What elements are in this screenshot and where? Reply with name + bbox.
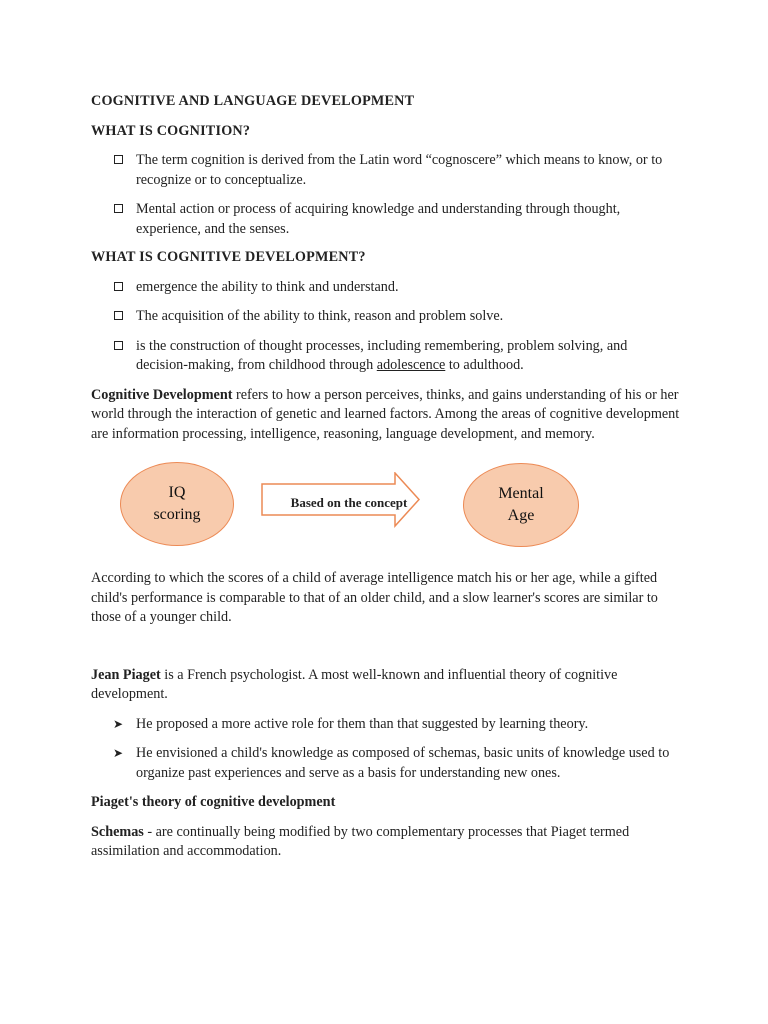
definition-paragraph: Cognitive Development refers to how a person perceives, thinks, and gains understanding of his or her world through the interaction of genetic and learned factors. Among the areas of cognitive development are information processing, intelligence, reasoning, language development, and memory. bbox=[91, 386, 680, 442]
piaget-name: Jean Piaget bbox=[91, 666, 161, 683]
schemas-paragraph: Schemas - are continually being modified by two complementary processes that Piaget termed assimilation and accommodation. bbox=[91, 823, 630, 859]
arrowhead-bullet-icon: ➤ bbox=[113, 746, 124, 760]
list-item: Mental action or process of acquiring knowledge and understanding through thought, experience, and the senses. bbox=[91, 200, 681, 239]
list-item: The term cognition is derived from the Latin word “cognoscere” which means to know, or to recognize or to conceptualize. bbox=[91, 151, 681, 190]
theory-heading: Piaget's theory of cognitive development bbox=[91, 794, 336, 810]
heading-what-is-cognitive-development: WHAT IS COGNITIVE DEVELOPMENT? bbox=[91, 249, 366, 265]
cognition-list bbox=[91, 151, 681, 239]
piaget-list bbox=[91, 715, 681, 784]
checkbox-bullet-icon bbox=[114, 155, 123, 164]
document-title: COGNITIVE AND LANGUAGE DEVELOPMENT bbox=[91, 93, 415, 109]
cognitive-development-list bbox=[91, 278, 681, 376]
arrow-label: Based on the concept bbox=[290, 495, 408, 510]
checkbox-bullet-icon bbox=[114, 311, 123, 320]
definition-term: Cognitive Development bbox=[91, 386, 233, 403]
schemas-term: Schemas bbox=[91, 823, 144, 840]
list-item: emergence the ability to think and understand. bbox=[91, 278, 681, 298]
mental-age-ellipse: Mental Age bbox=[463, 463, 579, 547]
iq-mental-age-diagram bbox=[91, 462, 681, 557]
piaget-paragraph: Jean Piaget is a French psychologist. A most well-known and influential theory of cognitive development. bbox=[91, 666, 618, 702]
list-item: ➤ He envisioned a child's knowledge as composed of schemas, basic units of knowledge used to organize past experiences and serve as a basis for understanding new ones. bbox=[113, 745, 670, 781]
checkbox-bullet-icon bbox=[114, 282, 123, 291]
list-item: The acquisition of the ability to think, reason and problem solve. bbox=[91, 307, 681, 327]
checkbox-bullet-icon bbox=[114, 341, 123, 350]
iq-explanation-paragraph: According to which the scores of a child of average intelligence match his or her age, while a gifted child's performance is comparable to that of an older child, and a slow learner's scores are similar to those of a younger child. bbox=[91, 570, 658, 625]
iq-scoring-ellipse: IQ scoring bbox=[120, 462, 234, 546]
checkbox-bullet-icon bbox=[114, 204, 123, 213]
adolescence-link[interactable]: adolescence bbox=[376, 357, 446, 373]
heading-what-is-cognition: WHAT IS COGNITION? bbox=[91, 122, 251, 139]
document-page bbox=[91, 92, 681, 862]
arrowhead-bullet-icon: ➤ bbox=[113, 716, 124, 731]
list-item: ➤ He proposed a more active role for them than that suggested by learning theory. bbox=[91, 715, 681, 735]
list-item: is the construction of thought processes, including remembering, problem solving, and decision-making, from childhood through adolescence to adulthood. bbox=[91, 337, 681, 376]
